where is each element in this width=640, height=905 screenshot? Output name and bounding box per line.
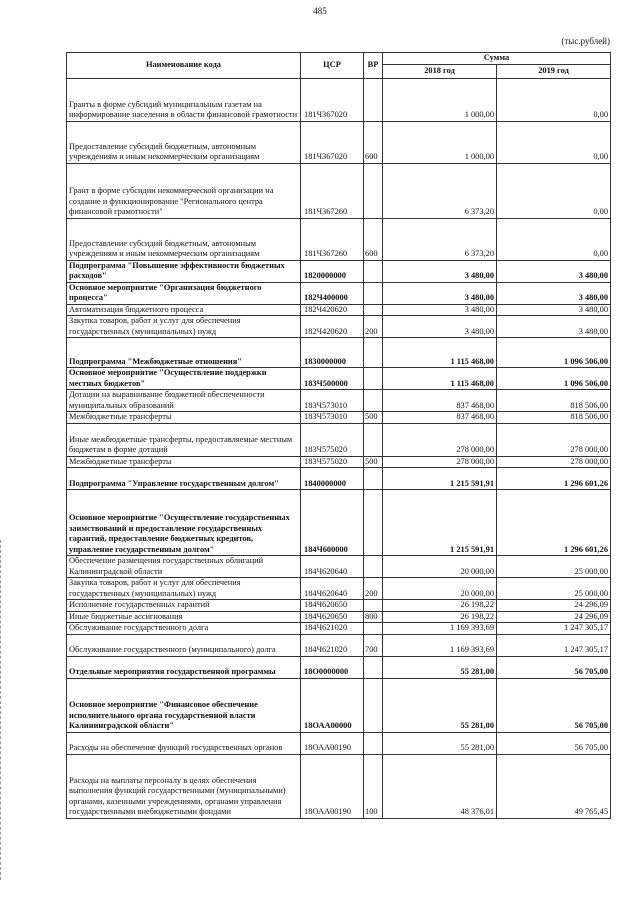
row-vr: [364, 678, 383, 732]
row-2018: 3 480,00: [383, 304, 497, 316]
row-vr: 500: [364, 456, 383, 468]
row-name: Подпрограмма "Повышение эффективности бюджетных расходов": [67, 260, 301, 282]
row-csr: 184Ч620650: [301, 600, 364, 612]
row-vr: [364, 390, 383, 412]
table-row: [67, 578, 611, 600]
row-2019: 0,00: [497, 218, 611, 260]
row-2018: 837 468,00: [383, 390, 497, 412]
row-vr: 600: [364, 218, 383, 260]
row-2019: 278 000,00: [497, 456, 611, 468]
row-2018: 837 468,00: [383, 412, 497, 424]
row-2019: 56 705,00: [497, 732, 611, 754]
row-2018: 20 000,00: [383, 556, 497, 578]
row-2019: 24 296,09: [497, 611, 611, 623]
row-name: Основное мероприятие "Осуществление поддержки местных бюджетов": [67, 368, 301, 390]
table-row: [67, 611, 611, 623]
row-name: Закупка товаров, работ и услуг для обеспечения государственных (муниципальных) нужд: [67, 316, 301, 338]
row-vr: [364, 600, 383, 612]
row-vr: [364, 732, 383, 754]
table-row: [67, 368, 611, 390]
row-2018: 3 480,00: [383, 316, 497, 338]
row-csr: 183Ч575020: [301, 456, 364, 468]
row-vr: [364, 304, 383, 316]
table-row: [67, 456, 611, 468]
row-2018: 3 480,00: [383, 260, 497, 282]
row-2018: 48 376,01: [383, 754, 497, 818]
row-vr: [364, 78, 383, 121]
row-vr: [364, 368, 383, 390]
row-vr: 500: [364, 412, 383, 424]
row-2019: 1 096 506,00: [497, 368, 611, 390]
row-2018: 55 281,00: [383, 732, 497, 754]
row-2019: 3 480,00: [497, 260, 611, 282]
row-csr: 181Ч367260: [301, 163, 364, 218]
header-name: Наименование кода: [67, 53, 301, 79]
row-vr: 800: [364, 611, 383, 623]
row-csr: 184Ч600000: [301, 490, 364, 556]
row-2019: 818 506,00: [497, 412, 611, 424]
row-csr: 184Ч620640: [301, 556, 364, 578]
row-2018: 1 215 591,91: [383, 490, 497, 556]
row-name: Предоставление субсидий бюджетным, автономным учреждениям и иным некоммерческим организациям: [67, 218, 301, 260]
row-2018: 1 000,00: [383, 121, 497, 163]
row-2019: 3 480,00: [497, 316, 611, 338]
header-2019: 2019 год: [497, 64, 611, 78]
header-csr: ЦСР: [301, 53, 364, 79]
unit-note: (тыс.рублей): [561, 36, 610, 46]
table-row: [67, 732, 611, 754]
table-row: [67, 316, 611, 338]
table-row: [67, 423, 611, 456]
row-2019: 56 705,00: [497, 656, 611, 678]
row-name: Гранты в форме субсидий муниципальным газетам на информирование населения в области финансовой грамотности: [67, 78, 301, 121]
table-row: [67, 600, 611, 612]
row-vr: [364, 490, 383, 556]
row-name: Иные межбюджетные трансферты, предоставляемые местным бюджетам в форме дотаций: [67, 423, 301, 456]
table-row: [67, 218, 611, 260]
row-csr: 18О0000000: [301, 656, 364, 678]
row-csr: 181Ч367020: [301, 121, 364, 163]
table-row: [67, 678, 611, 732]
table-row: [67, 634, 611, 656]
row-vr: [364, 656, 383, 678]
table-row: [67, 754, 611, 818]
row-name: Исполнение государственных гарантий: [67, 600, 301, 612]
row-vr: [364, 468, 383, 490]
row-csr: 1820000000: [301, 260, 364, 282]
row-name: Межбюджетные трансферты: [67, 412, 301, 424]
row-vr: [364, 556, 383, 578]
row-2018: 1 169 393,69: [383, 634, 497, 656]
table-row: [67, 390, 611, 412]
table-row: [67, 338, 611, 368]
row-csr: 183Ч575020: [301, 423, 364, 456]
row-2018: 55 281,00: [383, 678, 497, 732]
table-row: [67, 163, 611, 218]
row-name: Основное мероприятие "Организация бюджетного процесса": [67, 282, 301, 304]
row-name: Обслуживание государственного (муниципального) долга: [67, 634, 301, 656]
table-row: [67, 556, 611, 578]
row-name: Предоставление субсидий бюджетным, автономным учреждениям и иным некоммерческим организациям: [67, 121, 301, 163]
row-csr: 184Ч621020: [301, 634, 364, 656]
margin-mark: [0, 540, 3, 880]
row-2018: 278 000,00: [383, 456, 497, 468]
row-2018: 6 373,20: [383, 218, 497, 260]
row-2019: 56 705,00: [497, 678, 611, 732]
row-2019: 3 480,00: [497, 282, 611, 304]
row-2019: 0,00: [497, 163, 611, 218]
row-2018: 278 000,00: [383, 423, 497, 456]
row-vr: [364, 163, 383, 218]
row-2018: 26 198,22: [383, 611, 497, 623]
row-csr: 18ОАА00190: [301, 754, 364, 818]
row-name: Отдельные мероприятия государственной программы: [67, 656, 301, 678]
table-row: [67, 260, 611, 282]
row-2019: 1 296 601,26: [497, 490, 611, 556]
row-csr: 183Ч573010: [301, 412, 364, 424]
row-2019: 278 000,00: [497, 423, 611, 456]
row-2019: 1 296 601,26: [497, 468, 611, 490]
table-row: [67, 490, 611, 556]
row-vr: 700: [364, 634, 383, 656]
table-row: [67, 623, 611, 635]
row-2019: 818 506,00: [497, 390, 611, 412]
row-name: Подпрограмма "Управление государственным долгом": [67, 468, 301, 490]
row-vr: [364, 423, 383, 456]
row-2019: 1 096 506,00: [497, 338, 611, 368]
row-vr: 200: [364, 316, 383, 338]
row-2018: 1 169 393,69: [383, 623, 497, 635]
row-2018: 20 000,00: [383, 578, 497, 600]
row-csr: 183Ч573010: [301, 390, 364, 412]
row-2018: 1 115 468,00: [383, 368, 497, 390]
row-csr: 181Ч367260: [301, 218, 364, 260]
row-vr: 600: [364, 121, 383, 163]
row-csr: 1840000000: [301, 468, 364, 490]
row-vr: 100: [364, 754, 383, 818]
row-name: Иные бюджетные ассигнования: [67, 611, 301, 623]
row-csr: 184Ч621020: [301, 623, 364, 635]
row-name: Дотации на выравнивание бюджетной обеспеченности муниципальных образований: [67, 390, 301, 412]
row-2019: 49 765,45: [497, 754, 611, 818]
row-2019: 1 247 305,17: [497, 634, 611, 656]
row-csr: 18ОАА00190: [301, 732, 364, 754]
row-csr: 183Ч500000: [301, 368, 364, 390]
row-2019: 24 296,09: [497, 600, 611, 612]
row-vr: [364, 260, 383, 282]
row-vr: 200: [364, 578, 383, 600]
row-2019: 25 000,00: [497, 578, 611, 600]
row-name: Основное мероприятие "Осуществление государственных заимствований и предоставление государственных гарантий, предоставление бюджетных кредитов, управление государственным долгом": [67, 490, 301, 556]
row-name: Межбюджетные трансферты: [67, 456, 301, 468]
row-csr: 18ОАА00000: [301, 678, 364, 732]
table-row: [67, 468, 611, 490]
row-name: Обеспечение размещения государственных облигаций Калининградской области: [67, 556, 301, 578]
header-vr: ВР: [364, 53, 383, 79]
row-csr: 184Ч620640: [301, 578, 364, 600]
table-row: [67, 656, 611, 678]
row-vr: [364, 623, 383, 635]
table-row: [67, 121, 611, 163]
row-csr: 1830000000: [301, 338, 364, 368]
row-csr: 182Ч420620: [301, 304, 364, 316]
header-sum: Сумма: [383, 53, 611, 65]
row-2018: 1 000,00: [383, 78, 497, 121]
row-name: Расходы на обеспечение функций государственных органов: [67, 732, 301, 754]
row-2019: 0,00: [497, 121, 611, 163]
row-csr: 181Ч367020: [301, 78, 364, 121]
row-2019: 1 247 305,17: [497, 623, 611, 635]
row-csr: 184Ч620650: [301, 611, 364, 623]
row-2018: 55 281,00: [383, 656, 497, 678]
header-2018: 2018 год: [383, 64, 497, 78]
row-name: Обслуживание государственного долга: [67, 623, 301, 635]
row-name: Закупка товаров, работ и услуг для обеспечения государственных (муниципальных) нужд: [67, 578, 301, 600]
budget-table: [66, 52, 611, 819]
row-2018: 1 115 468,00: [383, 338, 497, 368]
row-name: Подпрограмма "Межбюджетные отношения": [67, 338, 301, 368]
row-name: Основное мероприятие "Финансовое обеспечение исполнительного органа государственной власти Калининградской области": [67, 678, 301, 732]
row-2018: 1 215 591,91: [383, 468, 497, 490]
row-2019: 0,00: [497, 78, 611, 121]
row-2018: 26 198,22: [383, 600, 497, 612]
table-row: [67, 78, 611, 121]
row-2018: 3 480,00: [383, 282, 497, 304]
row-name: Грант в форме субсидии некоммерческой организации на создание и функционирование "Регионального центра финансовой грамотности": [67, 163, 301, 218]
row-2018: 6 373,20: [383, 163, 497, 218]
table-row: [67, 282, 611, 304]
row-name: Автоматизация бюджетного процесса: [67, 304, 301, 316]
table-row: [67, 304, 611, 316]
row-csr: 182Ч400000: [301, 282, 364, 304]
row-2019: 25 000,00: [497, 556, 611, 578]
row-vr: [364, 282, 383, 304]
table-row: [67, 412, 611, 424]
row-name: Расходы на выплаты персоналу в целях обеспечения выполнения функций государственными (муниципальными) органами, казенными учреждениями, органами управления государственными внебюджетными фондами: [67, 754, 301, 818]
row-2019: 3 480,00: [497, 304, 611, 316]
row-vr: [364, 338, 383, 368]
page-number: 485: [313, 6, 327, 16]
row-csr: 182Ч420620: [301, 316, 364, 338]
